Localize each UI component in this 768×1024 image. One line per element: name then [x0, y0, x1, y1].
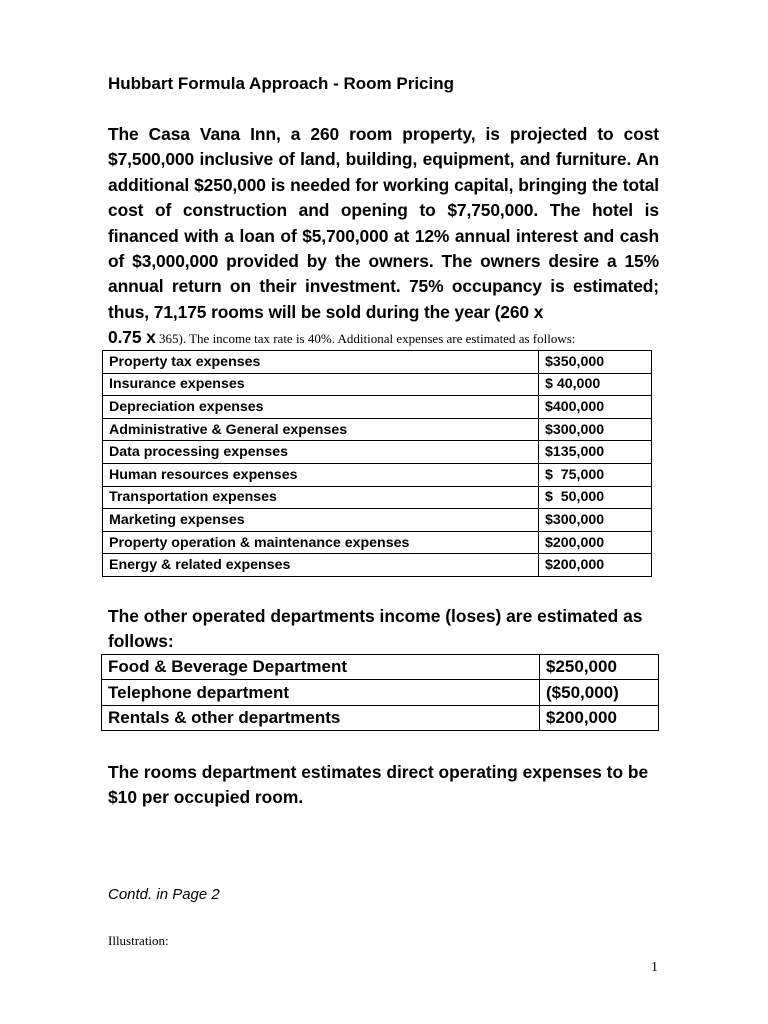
departments-table: [101, 654, 659, 731]
expense-row-amount: $ 40,000: [539, 373, 652, 396]
expense-row: [103, 418, 652, 441]
expense-row: [103, 531, 652, 554]
intro-paragraph: [108, 122, 659, 352]
expense-row: [103, 373, 652, 396]
expense-row-label: Property tax expenses: [103, 351, 539, 374]
expense-row-label: Transportation expenses: [103, 486, 539, 509]
expense-row-label: Administrative & General expenses: [103, 418, 539, 441]
department-row: [102, 655, 659, 680]
document-title: Hubbart Formula Approach - Room Pricing: [108, 74, 454, 93]
expense-row-amount: $300,000: [539, 418, 652, 441]
expense-row-label: Insurance expenses: [103, 373, 539, 396]
expense-row-amount: $300,000: [539, 509, 652, 532]
expense-row-amount: $ 50,000: [539, 486, 652, 509]
department-row: [102, 680, 659, 705]
expense-row-label: Property operation & maintenance expenses: [103, 531, 539, 554]
department-row-amount: ($50,000): [540, 680, 659, 705]
expense-row-amount: $135,000: [539, 441, 652, 464]
expense-row-label: Data processing expenses: [103, 441, 539, 464]
illustration-label: Illustration:: [108, 933, 169, 948]
expense-row: [103, 396, 652, 419]
expense-row-amount: $200,000: [539, 531, 652, 554]
expense-row: [103, 441, 652, 464]
page-number: 1: [651, 960, 658, 975]
expenses-table: [102, 350, 652, 577]
department-row-label: Rentals & other departments: [102, 705, 540, 730]
department-row-label: Telephone department: [102, 680, 540, 705]
expense-row-amount: $400,000: [539, 396, 652, 419]
department-row-amount: $250,000: [540, 655, 659, 680]
expense-row-amount: $350,000: [539, 351, 652, 374]
expense-row: [103, 509, 652, 532]
expense-row-label: Depreciation expenses: [103, 396, 539, 419]
expense-row: [103, 463, 652, 486]
intro-bold-tail: 0.75 x: [108, 327, 156, 348]
expense-row-amount: $ 75,000: [539, 463, 652, 486]
expense-row-label: Human resources expenses: [103, 463, 539, 486]
expense-row: [103, 486, 652, 509]
expense-row-label: Marketing expenses: [103, 509, 539, 532]
expense-row: [103, 554, 652, 577]
department-row-amount: $200,000: [540, 705, 659, 730]
department-row: [102, 705, 659, 730]
rooms-department-note: The rooms department estimates direct operating expenses to be $10 per occupied room.: [108, 762, 649, 808]
continued-note: Contd. in Page 2: [108, 886, 220, 903]
department-row-label: Food & Beverage Department: [102, 655, 540, 680]
other-departments-heading: The other operated departments income (loses) are estimated as follows:: [108, 606, 643, 652]
expense-row: [103, 351, 652, 374]
intro-main-text: The Casa Vana Inn, a 260 room property, is projected to cost $7,500,000 inclusive of land, building, equipment, and furniture. An additional $250,000 is needed for working capital, bringing the total cost of construction and opening to $7,750,000. The hotel is financed with a loan of $5,700,000 at 12% annual interest and cash of $3,000,000 provided by the owners. The owners desire a 15% annual return on their investment. 75% occupancy is estimated; thus, 71,175 rooms will be sold during the year (260 x: [108, 124, 659, 322]
expense-row-label: Energy & related expenses: [103, 554, 539, 577]
intro-serif-tail: 365). The income tax rate is 40%. Additional expenses are estimated as follows:: [155, 331, 576, 347]
expense-row-amount: $200,000: [539, 554, 652, 577]
